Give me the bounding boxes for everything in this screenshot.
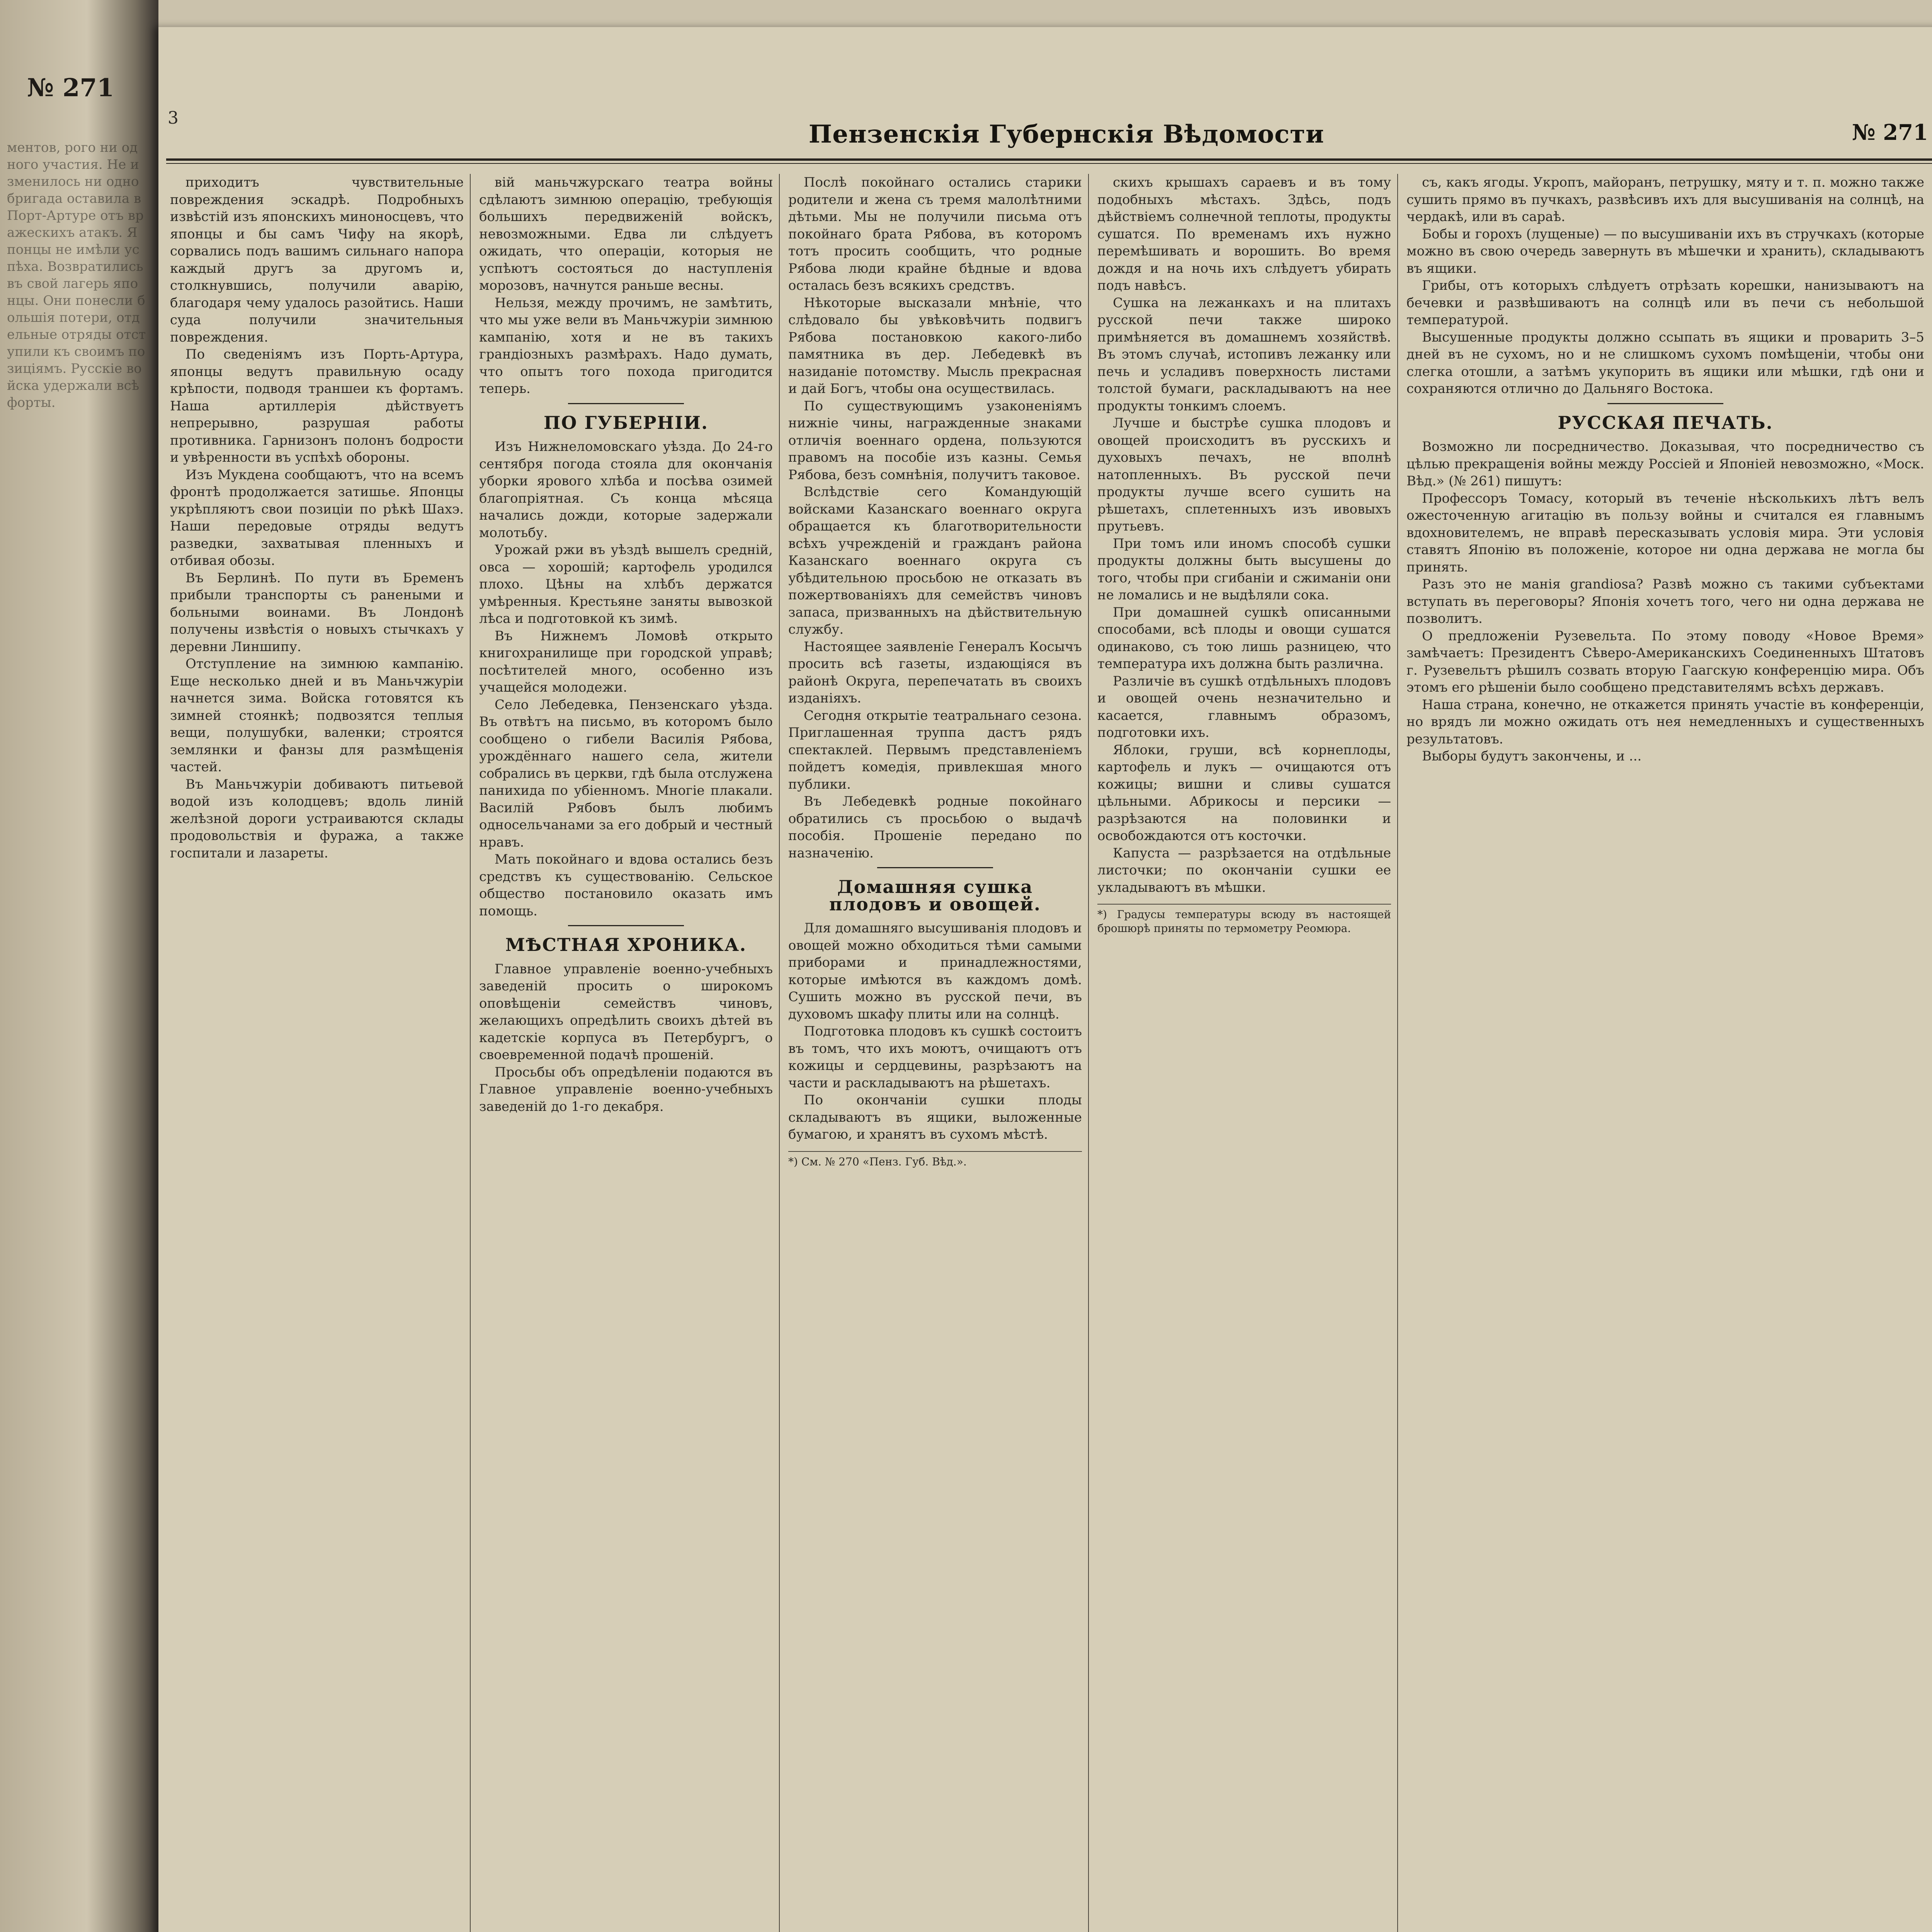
paragraph: О предложеніи Рузевельта. По этому поводу «Новое Время» замѣчаетъ: Президентъ Сѣверо-Американскихъ Соединенныхъ Штатовъ г. Рузевельтъ рѣшилъ созвать вторую Гаагскую конференцію мира. Объ этомъ его рѣшеніи было сообщено представителямъ всѣхъ державъ.: [1406, 628, 1924, 695]
paragraph: Возможно ли посредничество. Доказывая, что посредничество съ цѣлью прекращенія войны между Россіей и Японіей невозможно, «Моск. Вѣд.» (№ 261) пишутъ:: [1406, 439, 1924, 489]
column-2: [479, 174, 773, 1932]
section-heading-russian-press: РУССКАЯ ПЕЧАТЬ.: [1558, 412, 1773, 433]
paragraph: Различіе въ сушкѣ отдѣльныхъ плодовъ и овощей очень незначительно и касается, главнымъ образомъ, подготовки ихъ.: [1097, 673, 1391, 740]
paragraph: Вслѣдствіе сего Командующій войсками Казанскаго военнаго округа обращается къ благотворительности всѣхъ учрежденій и гражданъ района Казанскаго военнаго округа съ убѣдительною просьбою не отказать въ пожертвованіяхъ для семействъ чиновъ запаса, призванныхъ на дѣйствительную службу.: [788, 484, 1082, 637]
paragraph: Мать покойнаго и вдова остались безъ средствъ къ существованію. Сельское общество постановило оказать имъ помощь.: [479, 852, 773, 919]
paragraph: съ, какъ ягоды. Укропъ, майоранъ, петрушку, мяту и т. п. можно также сушить прямо въ пучкахъ, развѣсивъ ихъ для высушиванія на солнцѣ, на чердакѣ, или въ сараѣ.: [1406, 175, 1924, 224]
paragraph: скихъ крышахъ сараевъ и въ тому подобныхъ мѣстахъ. Здѣсь, подъ дѣйствіемъ солнечной теплоты, продукты сушатся. По временамъ ихъ нужно перемѣшивать и ворошить. Во время дождя и на ночь ихъ слѣдуетъ убирать подъ навѣсъ.: [1097, 175, 1391, 293]
paragraph: Въ Нижнемъ Ломовѣ открыто книгохранилище при городской управѣ; посѣтителей много, особенно изъ учащейся молодежи.: [479, 628, 773, 695]
paragraph: По окончаніи сушки плоды складываютъ въ ящики, выложенные бумагою, и хранятъ въ сухомъ мѣстѣ.: [788, 1092, 1082, 1142]
paragraph: Урожай ржи въ уѣздѣ вышелъ средній, овса — хорошій; картофель уродился плохо. Цѣны на хлѣбъ держатся умѣренныя. Крестьяне заняты вывозкой лѣса и подготовкой къ зимѣ.: [479, 542, 773, 626]
page-number: 3: [168, 108, 179, 128]
paragraph: Выборы будутъ закончены, и ...: [1422, 748, 1642, 764]
section-rule: [568, 925, 684, 926]
paragraph: Главное управленіе военно-учебныхъ заведеній просить о широкомъ оповѣщеніи семействъ чиновъ, желающихъ опредѣлить своихъ дѣтей въ кадетскіе корпуса въ Петербургъ, о своевременной подачѣ прошеній.: [479, 961, 773, 1063]
newspaper-title: Пензенскія Губернскія Вѣдомости: [808, 120, 1325, 149]
paragraph: Лучше и быстрѣе сушка плодовъ и овощей происходитъ въ русскихъ и духовыхъ печахъ, не вполнѣ натопленныхъ. Въ русской печи продукты лучше всего сушить на рѣшетахъ, сплетенныхъ изъ ивовыхъ прутьевъ.: [1097, 415, 1391, 534]
paragraph: Нѣкоторые высказали мнѣніе, что слѣдовало бы увѣковѣчить подвигъ Рябова постановкою какого-либо памятника въ дер. Лебедевкѣ въ назиданіе потомству. Мысль прекрасная и дай Богъ, чтобы она осуществилась.: [788, 295, 1082, 396]
paragraph: При домашней сушкѣ описанными способами, всѣ плоды и овощи сушатся одинаково, съ тою лишь разницею, что температура ихъ должна быть различна.: [1097, 604, 1391, 672]
section-heading-po-gubernii: ПО ГУБЕРНІИ.: [543, 412, 709, 433]
page-header: [158, 27, 1932, 149]
left-page-fragment: [0, 0, 155, 1932]
paragraph: Бобы и горохъ (лущеные) — по высушиваніи ихъ въ стручкахъ (которые можно въ свою очередь завернуть въ мѣшечки и хранить), складываютъ въ ящики.: [1406, 226, 1924, 276]
column-4: [1097, 174, 1391, 1932]
paragraph: Сушка на лежанкахъ и на плитахъ русской печи также широко примѣняется въ домашнемъ хозяйствѣ. Въ этомъ случаѣ, истопивъ лежанку или печь и усладивъ поверхность листами толстой бумаги, раскладываютъ на нее продукты тонкимъ слоемъ.: [1097, 295, 1391, 414]
section-heading-local-chronicle: МѢСТНАЯ ХРОНИКА.: [505, 934, 747, 955]
column-divider: [470, 174, 471, 1932]
newspaper-page: [158, 27, 1932, 1932]
paragraph: Профессоръ Томасу, который въ теченіе нѣсколькихъ лѣтъ велъ ожесточенную агитацію въ пользу войны и считался ея главнымъ вдохновителемъ, не вправѣ пересказывать условія мира. Эти условія ставятъ Японію въ положеніе, которое ни одна держава не могла бы принять.: [1406, 490, 1924, 575]
left-page-text: ментов, рого ни одного участия. Не изменилось ни одно бригада оставила в Порт-Артуре отъ вражескихъ атакъ. Японцы не имѣли успѣха. Возвратились въ свой лагерь японцы. Они понесли большія потери, отдельные отряды отступили къ своимъ позиціямъ. Русскіе войска удержали всѣ форты.: [7, 140, 148, 410]
footnote: *) Градусы температуры всюду въ настоящей брошюрѣ приняты по термометру Реомюра.: [1097, 904, 1391, 935]
paragraph: Грибы, отъ которыхъ слѣдуетъ отрѣзать корешки, нанизываютъ на бечевки и развѣшиваютъ на солнцѣ или въ печи съ небольшой температурой.: [1406, 278, 1924, 328]
column-3: [788, 174, 1082, 1932]
paragraph: По сведеніямъ изъ Порть-Артура, японцы ведутъ правильную осаду крѣпости, подводя траншеи къ фортамъ. Наша артиллерія дѣйствуетъ непрерывно, разрушая работы противника. Гарнизонъ полонъ бодрости и увѣренности въ успѣхѣ обороны.: [170, 347, 464, 465]
paragraph: Изъ Нижнеломовскаго уѣзда. До 24-го сентября погода стояла для окончанія уборки ярового хлѣба и посѣва озимей благопріятная. Съ конца мѣсяца начались дожди, которые задержали молотьбу.: [479, 439, 773, 541]
paragraph: При томъ или иномъ способѣ сушки продукты должны быть высушены до того, чтобы при сгибаніи и сжиманіи они не ломались и не выдѣляли сока.: [1097, 536, 1391, 603]
column-divider: [779, 174, 780, 1932]
header-rule-thin: [166, 163, 1932, 164]
column-1: [170, 174, 464, 1932]
left-page-header: № 271: [27, 73, 114, 102]
paragraph: Нельзя, между прочимъ, не замѣтить, что мы уже вели въ Маньчжуріи зимнюю кампанію, хотя и не въ такихъ грандіозныхъ размѣрахъ. Надо думать, что опытъ того похода пригодится теперь.: [479, 295, 773, 396]
section-rule: [568, 403, 684, 404]
column-divider: [1088, 174, 1089, 1932]
paragraph: Подготовка плодовъ къ сушкѣ состоитъ въ томъ, что ихъ моютъ, очищаютъ отъ кожицы и сердцевины, разрѣзаютъ на части и раскладываютъ на рѣшетахъ.: [788, 1024, 1082, 1091]
paragraph: Капуста — разрѣзается на отдѣльные листочки; по окончаніи сушки ее укладываютъ въ мѣшки.: [1097, 845, 1391, 895]
paragraph-ryabov-village: Село Лебедевка, Пензенскаго уѣзда. Въ отвѣтъ на письмо, въ которомъ было сообщено о гибели Василія Рябова, урождённаго нашего села, жители собрались въ церкви, гдѣ была отслужена панихида по убіенномъ. Многіе плакали. Василій Рябовъ былъ любимъ односельчанами за его добрый и честный нравъ.: [479, 697, 773, 850]
paragraph: Въ Лебедевкѣ родные покойнаго обратились съ просьбою о выдачѣ пособія. Прошеніе передано по назначенію.: [788, 794, 1082, 861]
column-5: [1406, 174, 1924, 1932]
section-rule: [1607, 403, 1723, 404]
issue-number: № 271: [1852, 120, 1928, 145]
section-rule: [877, 867, 993, 868]
paragraph-ryabov-family: Послѣ покойнаго остались старики родители и жена съ тремя малолѣтними дѣтьми. Мы не получили письма отъ покойнаго брата Рябова, въ которомъ тотъ просить сообщить, что родные Рябова люди крайне бѣдные и вдова осталась безъ всякихъ средствъ.: [788, 175, 1082, 293]
paragraph: Для домашняго высушиванія плодовъ и овощей можно обходиться тѣми самыми приборами и принадлежностями, которые имѣются въ каждомъ домѣ. Сушить можно въ русской печи, въ духовомъ шкафу плиты или на солнцѣ.: [788, 920, 1082, 1022]
paragraph: Настоящее заявленіе Генералъ Косычъ просить всѣ газеты, издающіяся въ районѣ Округа, перепечатать въ своихъ изданіяхъ.: [788, 639, 1082, 706]
footnote: *) См. № 270 «Пенз. Губ. Вѣд.».: [788, 1151, 1082, 1169]
paragraph: По существующимъ узаконеніямъ нижніе чины, награжденные знаками отличія военнаго ордена, пользуются правомъ на пособіе изъ казны. Семья Рябова, безъ сомнѣнія, получитъ таковое.: [788, 398, 1082, 483]
paragraph: Наша страна, конечно, не откажется принять участіе въ конференціи, но врядъ ли можно ожидать отъ нея немедленныхъ и существенныхъ результатовъ.: [1406, 697, 1924, 747]
paragraph: Въ Маньчжуріи добиваютъ питьевой водой изъ колодцевъ; вдоль линій желѣзной дороги устраиваются склады продовольствія и фуража, а также госпитали и лазареты.: [170, 776, 464, 861]
paragraph: Яблоки, груши, всѣ корнеплоды, картофель и лукъ — очищаются отъ кожицы; вишни и сливы сушатся цѣльными. Абрикосы и персики — разрѣзаются на половинки и освобождаются отъ косточки.: [1097, 742, 1391, 844]
paragraph: приходитъ чувствительные повреждения эскадрѣ. Подробныхъ извѣстій изъ японскихъ миноносцевъ, что японцы и бы самъ Чифу на якорѣ, сорвались подъ вашимъ сильнаго напора каждый другъ за другомъ и, столкнувшись, получили аварію, благодаря чему удалось разойтись. Наши суда получили значительныя повреждения.: [170, 175, 464, 345]
section-heading-drying-fruit: Домашняя сушка плодовъ и овощей.: [829, 876, 1041, 915]
paragraph: Изъ Мукдена сообщаютъ, что на всемъ фронтѣ продолжается затишье. Японцы укрѣпляютъ свои позиціи по рѣкѣ Шахэ. Наши передовые отряды ведутъ разведки, захватывая пленныхъ и отбивая обозы.: [170, 467, 464, 568]
paragraph: Просьбы объ опредѣленіи подаются въ Главное управленіе военно-учебныхъ заведеній до 1-го декабря.: [479, 1064, 773, 1114]
paragraph: Разъ это не манія grandiosa? Развѣ можно съ такими субъектами вступать въ переговоры? Японія хочетъ того, чего ни одна держава не позволитъ.: [1406, 577, 1924, 626]
paragraph: Въ Берлинѣ. По пути въ Бременъ прибыли транспорты съ ранеными и больными воинами. Въ Лондонѣ получены извѣстія о новыхъ стычкахъ у деревни Линшипу.: [170, 570, 464, 655]
paragraph: Высушенные продукты должно ссыпать въ ящики и проварить 3–5 дней въ не сухомъ, но и не слишкомъ сухомъ помѣщеніи, чтобы они слегка отошли, а затѣмъ укупорить въ ящики или мѣшки, гдѣ они и сохраняются отлично до Дальняго Востока.: [1406, 329, 1924, 396]
header-rule: [166, 158, 1932, 161]
paragraph: вій маньчжурскаго театра войны сдѣлаютъ зимнюю операцію, требующія большихъ передвиженій войскъ, невозможными. Едва ли слѣдуетъ ожидать, что операціи, которыя не успѣютъ состояться до наступленія морозовъ, начнутся раньше весны.: [479, 175, 773, 293]
paragraph: Отступление на зимнюю кампанію. Еще несколько дней и въ Маньчжуріи начнется зима. Войска готовятся къ зимней стоянкѣ; подвозятся теплыя вещи, полушубки, валенки; строятся землянки и фанзы для размѣщенія частей.: [170, 656, 464, 775]
paragraph: Сегодня открытіе театральнаго сезона. Приглашенная труппа дастъ рядъ спектаклей. Первымъ представленіемъ пойдетъ комедія, привлекшая много публики.: [788, 707, 1082, 792]
column-divider: [1397, 174, 1398, 1932]
